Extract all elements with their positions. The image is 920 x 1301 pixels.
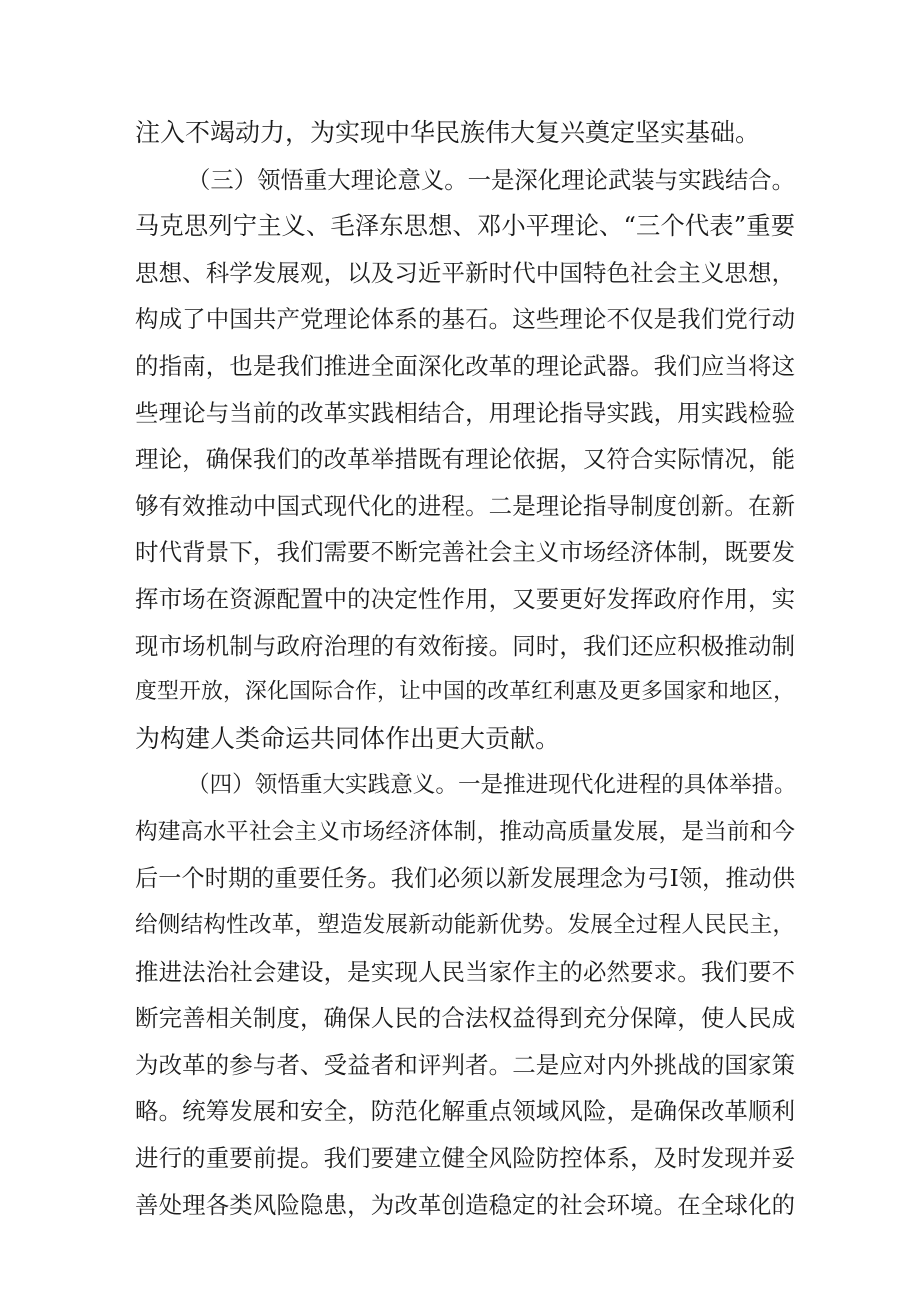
text-line: 略。统筹发展和安全，防范化解重点领域风险，是确保改革顺利 xyxy=(135,1097,795,1126)
text-line: 度型开放，深化国际合作，让中国的改革红利惠及更多国家和地区， xyxy=(135,679,795,705)
text-line: 善处理各类风险隐患，为改革创造稳定的社会环境。在全球化的 xyxy=(135,1190,795,1219)
text-line: 挥市场在资源配置中的决定性作用，又要更好发挥政府作用，实 xyxy=(135,584,795,613)
text-line: 构成了中国共产党理论体系的基石。这些理论不仅是我们党行动 xyxy=(135,305,795,334)
paragraph-heading-line: （四）领悟重大实践意义。一是推进现代化进程的具体举措。 xyxy=(187,772,797,799)
body-text xyxy=(135,110,795,1228)
paragraph-heading-line: （三）领悟重大理论意义。一是深化理论武装与实践结合。 xyxy=(187,165,795,194)
text-line: 马克思列宁主义、毛泽东思想、邓小平理论、“三个代表”重要 xyxy=(135,211,795,241)
text-line: 进行的重要前提。我们要建立健全风险防控体系，及时发现并妥 xyxy=(135,1144,795,1173)
text-line: 为构建人类命运共同体作出更大贡献。 xyxy=(135,723,561,753)
text-line: 够有效推动中国式现代化的进程。二是理论指导制度创新。在新 xyxy=(135,491,795,520)
text-line: 些理论与当前的改革实践相结合，用理论指导实践，用实践检验 xyxy=(135,398,795,427)
text-line: 现市场机制与政府治理的有效衔接。同时，我们还应积极推动制 xyxy=(135,631,795,660)
text-line: 后一个时期的重要任务。我们必须以新发展理念为弓I领，推动供 xyxy=(135,865,795,892)
text-line: 给侧结构性改革，塑造发展新动能新优势。发展全过程人民民主， xyxy=(135,912,795,939)
text-line: 构建高水平社会主义市场经济体制，推动高质量发展，是当前和今 xyxy=(135,818,795,845)
text-line: 的指南，也是我们推进全面深化改革的理论武器。我们应当将这 xyxy=(135,351,795,380)
text-line: 断完善相关制度，确保人民的合法权益得到充分保障，使人民成 xyxy=(135,1004,795,1033)
text-line: 注入不竭动力，为实现中华民族伟大复兴奠定坚实基础。 xyxy=(135,118,761,147)
text-line: 理论，确保我们的改革举措既有理论依据，又符合实际情况，能 xyxy=(135,445,795,474)
text-line: 为改革的参与者、受益者和评判者。二是应对内外挑战的国家策 xyxy=(135,1050,795,1079)
text-line: 推进法治社会建设，是实现人民当家作主的必然要求。我们要不 xyxy=(135,957,795,986)
text-line: 思想、科学发展观，以及习近平新时代中国特色社会主义思想， xyxy=(135,258,795,287)
text-line: 时代背景下，我们需要不断完善社会主义市场经济体制，既要发 xyxy=(135,538,795,567)
